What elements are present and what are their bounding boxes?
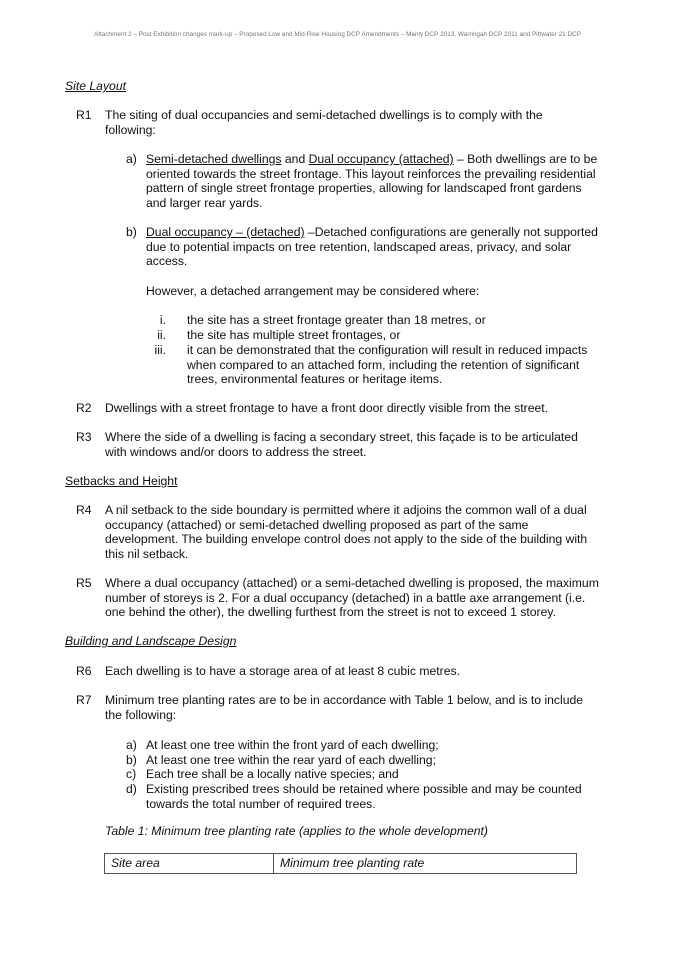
tree-planting-table (104, 853, 577, 874)
r7-item-d (146, 782, 614, 811)
text-line: it can be demonstrated that the configuration will result in reduced impacts (187, 343, 588, 357)
list-item-text-a (146, 152, 614, 210)
text-line (146, 225, 614, 240)
requirement-text-r4 (105, 503, 615, 561)
r7-label-a: a) (126, 738, 137, 752)
text-line: At least one tree within the rear yard of each dwelling; (146, 753, 436, 767)
table-caption: Table 1: Minimum tree planting rate (applies to the whole development) (105, 824, 488, 838)
section-heading-site-layout: Site Layout (65, 79, 126, 93)
requirement-number-r5: R5 (76, 576, 92, 590)
text-line (146, 152, 614, 167)
text-line: At least one tree within the front yard of each dwelling; (146, 738, 439, 752)
list-label-b: b) (126, 225, 137, 239)
text-line: this nil setback. (105, 546, 189, 561)
text-line: trees, environmental features or heritage items. (187, 372, 443, 387)
text-line: Dwellings with a street frontage to have a front door directly visible from the street. (105, 401, 549, 415)
term-dual-occupancy-detached: Dual occupancy – (detached) (146, 225, 305, 239)
requirement-text-r1 (105, 108, 615, 137)
text-line: the site has multiple street frontages, or (187, 328, 401, 342)
section-heading-building: Building and Landscape Design (65, 634, 237, 648)
list-item-text-b (146, 225, 614, 269)
text-line: following: (105, 122, 156, 137)
text-line: when compared to an attached form, including the retention of significant (187, 357, 580, 372)
table-header-cell: Minimum tree planting rate (274, 854, 577, 874)
roman-label-iii: iii. (154, 343, 166, 357)
text-line: the site has a street frontage greater than 18 metres, or (187, 313, 486, 327)
roman-item-i (187, 313, 617, 328)
text-line: pattern of single street frontage properties, allowing for landscaped front gardens (146, 181, 582, 196)
text-line: Where a dual occupancy (attached) or a semi-detached dwelling is proposed, the maximum (105, 576, 599, 590)
requirement-number-r2: R2 (76, 401, 92, 415)
requirement-number-r7: R7 (76, 693, 92, 707)
r7-item-b (146, 753, 614, 768)
list-label-a: a) (126, 152, 137, 166)
text-line: Each tree shall be a locally native species; and (146, 767, 399, 781)
term-semi-detached: Semi-detached dwellings (146, 152, 282, 166)
requirement-text-r5 (105, 576, 615, 620)
r7-label-c: c) (126, 767, 137, 781)
text-line: one behind the other), the dwelling furthest from the street is not to exceed 1 storey. (105, 605, 556, 620)
roman-item-iii (187, 343, 617, 387)
text-line: Existing prescribed trees should be retained where possible and may be counted (146, 782, 582, 796)
text-line: number of storeys is 2. For a dual occupancy (detached) in a battle axe arrangement (i.e. (105, 590, 586, 605)
section-heading-setbacks: Setbacks and Height (65, 474, 178, 488)
term-dual-occupancy-attached: Dual occupancy (attached) (308, 152, 454, 166)
however-text: However, a detached arrangement may be considered where: (146, 284, 480, 298)
requirement-number-r6: R6 (76, 664, 92, 678)
requirement-number-r1: R1 (76, 108, 92, 122)
text-line: Each dwelling is to have a storage area of at least 8 cubic metres. (105, 664, 460, 678)
text-line: The siting of dual occupancies and semi-detached dwellings is to comply with the (105, 108, 543, 122)
table-header-cell: Site area (105, 854, 274, 874)
roman-label-ii: ii. (157, 328, 166, 342)
requirement-number-r3: R3 (76, 430, 92, 444)
text-line: with windows and/or doors to address the street. (105, 444, 367, 459)
page-header: Attachment 2 – Post Exhibition changes mark-up – Proposed Low and Mid-Rise Housing DCP Amendments – Manly DCP 2013, Warringah DCP 2011 and Pittwater 21 DCP (93, 31, 581, 38)
text-line: Minimum tree planting rates are to be in accordance with Table 1 below, and is to include (105, 693, 584, 707)
requirement-text-r3 (105, 430, 615, 459)
text-line: oriented towards the street frontage. This layout reinforces the prevailing residential (146, 166, 596, 181)
text-fragment: – Both dwellings are to be (453, 152, 598, 166)
requirement-number-r4: R4 (76, 503, 92, 517)
r7-item-c (146, 767, 614, 782)
text-fragment: and (281, 152, 309, 166)
text-fragment: –Detached configurations are generally not supported (304, 225, 598, 239)
r7-label-b: b) (126, 753, 137, 767)
text-line: access. (146, 254, 188, 269)
requirement-text-r7 (105, 693, 615, 722)
requirement-text-r2 (105, 401, 615, 416)
text-line: occupancy (attached) or semi-detached dwelling proposed as part of the same (105, 517, 529, 532)
r7-item-a (146, 738, 614, 753)
text-line: towards the total number of required trees. (146, 796, 376, 811)
roman-label-i: i. (159, 313, 166, 327)
requirement-text-r6 (105, 664, 615, 679)
text-line: due to potential impacts on tree retention, landscaped areas, privacy, and solar (146, 239, 572, 254)
table-header-row (105, 854, 577, 874)
roman-item-ii (187, 328, 617, 343)
text-line: development. The building envelope control does not apply to the side of the building with (105, 532, 588, 547)
text-line: and larger rear yards. (146, 195, 263, 210)
text-line: Where the side of a dwelling is facing a secondary street, this façade is to be articulated (105, 430, 578, 444)
text-line: A nil setback to the side boundary is permitted where it adjoins the common wall of a dual (105, 503, 587, 517)
text-line: the following: (105, 707, 177, 722)
r7-label-d: d) (126, 782, 137, 796)
